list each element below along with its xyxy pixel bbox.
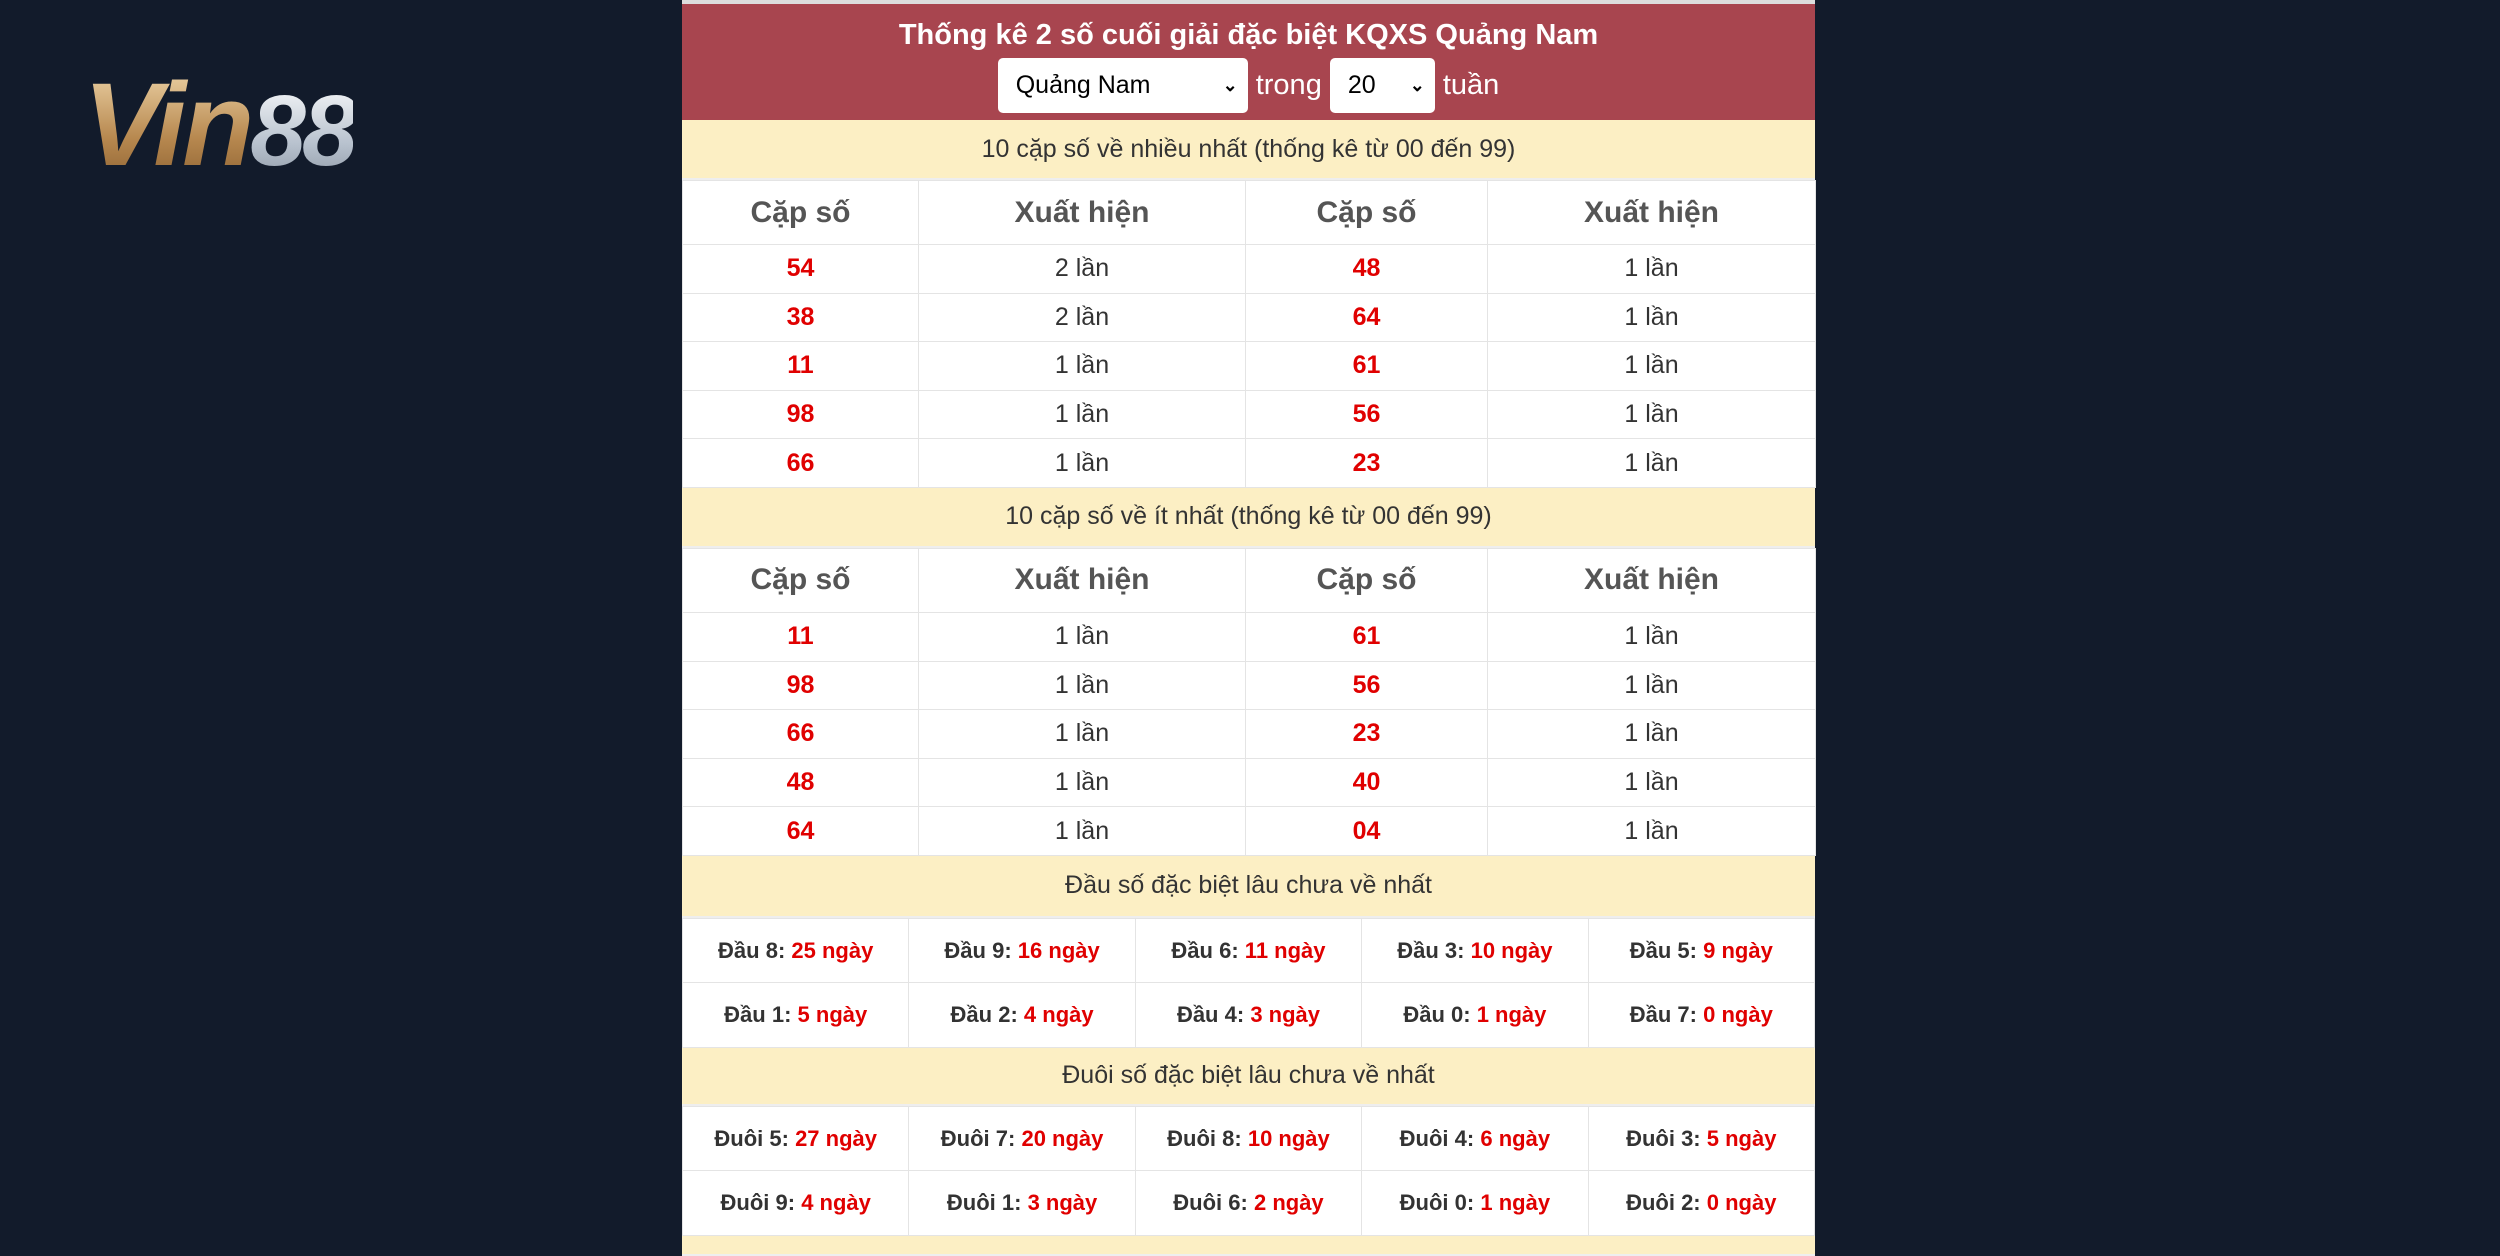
pair-number: 48 [683,758,919,807]
count-cell: 1 lần [1488,661,1816,710]
page-title: Thống kê 2 số cuối giải đặc biệt KQXS Quảng Nam [898,19,1599,51]
in-label: trong [1255,69,1322,101]
duoi-label: Đuôi 7: [940,1125,1016,1151]
duoi-cell [909,1106,1135,1171]
pair-number: 54 [683,245,919,294]
count-cell: 1 lần [1488,758,1816,807]
most-caption: 10 cặp số về nhiều nhất (thống kê từ 00 đến 99) [682,120,1815,180]
days-value: 9 ngày [1703,937,1773,963]
province-value: Quảng Nam [1015,71,1151,99]
weeks-label: tuần [1442,69,1500,101]
days-value: 6 ngày [1480,1125,1551,1151]
count-cell: 1 lần [919,661,1246,710]
table-row [683,1106,1815,1171]
pair-header: Cặp số [1246,181,1488,245]
duoi-cell [683,1106,909,1171]
pair-number: 66 [683,710,919,759]
pair-number: 56 [1246,390,1488,439]
dau-label: Đầu 0: [1403,1002,1471,1028]
duoi-label: Đuôi 8: [1167,1125,1242,1151]
days-value: 2 ngày [1253,1190,1324,1216]
days-value: 25 ngày [791,937,874,963]
table-row [683,710,1816,759]
duoi-label: Đuôi 9: [720,1190,796,1216]
dau-caption: Đầu số đặc biệt lâu chưa về nhất [682,856,1815,918]
dau-label: Đầu 8: [718,937,786,963]
duoi-cell [1588,1171,1814,1236]
logo-text-vin: Vin [83,59,251,191]
most-table [682,180,1816,488]
dau-cell [1362,918,1588,983]
dau-label: Đầu 4: [1176,1002,1245,1028]
count-cell: 1 lần [1488,293,1816,342]
pair-number: 66 [683,439,919,488]
pair-number: 11 [683,342,919,391]
pair-header: Cặp số [1246,548,1488,612]
days-value: 20 ngày [1021,1125,1104,1151]
days-value: 5 ngày [797,1002,868,1028]
dau-label: Đầu 3: [1397,937,1465,963]
duoi-table [682,1106,1815,1236]
least-caption: 10 cặp số về ít nhất (thống kê từ 00 đến 99) [682,488,1815,548]
count-header: Xuất hiện [1488,181,1816,245]
dau-cell [683,983,909,1048]
table-row [683,390,1816,439]
duoi-cell [1362,1106,1588,1171]
least-table [682,548,1816,856]
count-cell: 1 lần [1488,710,1816,759]
dau-cell [1588,918,1814,983]
dau-label: Đầu 9: [944,937,1012,963]
table-row [683,293,1816,342]
dau-cell [683,918,909,983]
pair-header: Cặp số [683,181,919,245]
pair-number: 48 [1246,245,1488,294]
count-cell: 1 lần [919,758,1246,807]
count-cell: 1 lần [1488,390,1816,439]
days-value: 3 ngày [1250,1002,1321,1028]
panel-header [682,0,1815,120]
pair-number: 11 [683,612,919,661]
next-section-caption [682,1236,1815,1256]
dau-cell [909,918,1135,983]
count-cell: 1 lần [919,390,1246,439]
pair-number: 98 [683,661,919,710]
duoi-label: Đuôi 3: [1626,1125,1701,1151]
days-value: 0 ngày [1703,1002,1773,1028]
pair-number: 61 [1246,342,1488,391]
count-cell: 1 lần [919,439,1246,488]
days-value: 1 ngày [1476,1002,1547,1028]
pair-number: 98 [683,390,919,439]
duoi-label: Đuôi 4: [1399,1125,1475,1151]
count-cell: 1 lần [1488,439,1816,488]
count-cell: 1 lần [919,807,1246,856]
days-value: 10 ngày [1247,1125,1330,1151]
dau-cell [1135,983,1361,1048]
dau-label: Đầu 7: [1629,1002,1697,1028]
statistics-panel [682,0,1815,1250]
count-header: Xuất hiện [1488,548,1816,612]
province-select[interactable] [998,58,1248,113]
count-header: Xuất hiện [919,548,1246,612]
pair-number: 64 [1246,293,1488,342]
table-row [683,983,1815,1048]
pair-number: 23 [1246,710,1488,759]
count-cell: 1 lần [1488,612,1816,661]
logo-text-88: 88 [250,75,354,187]
count-header: Xuất hiện [919,181,1246,245]
count-cell: 1 lần [1488,807,1816,856]
table-row [683,342,1816,391]
duoi-cell [1362,1171,1588,1236]
dau-label: Đầu 2: [950,1002,1018,1028]
days-value: 27 ngày [795,1125,877,1151]
days-value: 0 ngày [1706,1190,1777,1216]
duoi-cell [1588,1106,1814,1171]
days-value: 1 ngày [1480,1190,1551,1216]
count-cell: 1 lần [919,612,1246,661]
pair-number: 38 [683,293,919,342]
count-cell: 1 lần [919,342,1246,391]
dau-table [682,918,1815,1048]
count-cell: 2 lần [919,245,1246,294]
vin88-logo [83,59,443,191]
weeks-value: 20 [1347,71,1376,99]
table-row [683,918,1815,983]
table-row [683,807,1816,856]
dau-cell [1135,918,1361,983]
pair-number: 40 [1246,758,1488,807]
header-row [683,548,1816,612]
duoi-label: Đuôi 0: [1399,1190,1475,1216]
count-cell: 1 lần [1488,245,1816,294]
table-row [683,1171,1815,1236]
chevron-down-icon: ⌄ [1409,75,1425,95]
pair-number: 56 [1246,661,1488,710]
dau-label: Đầu 6: [1171,937,1239,963]
table-row [683,439,1816,488]
days-value: 4 ngày [801,1190,871,1216]
days-value: 4 ngày [1023,1002,1094,1028]
days-value: 16 ngày [1017,937,1100,963]
count-cell: 2 lần [919,293,1246,342]
dau-cell [1588,983,1814,1048]
duoi-cell [909,1171,1135,1236]
days-value: 3 ngày [1027,1190,1098,1216]
dau-cell [1362,983,1588,1048]
days-value: 11 ngày [1244,937,1326,963]
pair-header: Cặp số [683,548,919,612]
days-value: 10 ngày [1470,937,1553,963]
chevron-down-icon: ⌄ [1222,75,1238,95]
duoi-cell [1135,1171,1361,1236]
pair-number: 61 [1246,612,1488,661]
table-row [683,661,1816,710]
days-value: 5 ngày [1706,1125,1777,1151]
pair-number: 64 [683,807,919,856]
table-row [683,612,1816,661]
count-cell: 1 lần [1488,342,1816,391]
header-row [683,181,1816,245]
duoi-cell [683,1171,909,1236]
table-row [683,245,1816,294]
count-cell: 1 lần [919,710,1246,759]
dau-cell [909,983,1135,1048]
duoi-label: Đuôi 1: [946,1190,1022,1216]
pair-number: 23 [1246,439,1488,488]
dau-label: Đầu 5: [1629,937,1697,963]
duoi-label: Đuôi 6: [1173,1190,1248,1216]
duoi-caption: Đuôi số đặc biệt lâu chưa về nhất [682,1048,1815,1106]
dau-label: Đầu 1: [724,1002,792,1028]
duoi-cell [1135,1106,1361,1171]
table-row [683,758,1816,807]
duoi-label: Đuôi 5: [714,1125,789,1151]
weeks-select[interactable] [1330,58,1435,113]
pair-number: 04 [1246,807,1488,856]
duoi-label: Đuôi 2: [1626,1190,1701,1216]
